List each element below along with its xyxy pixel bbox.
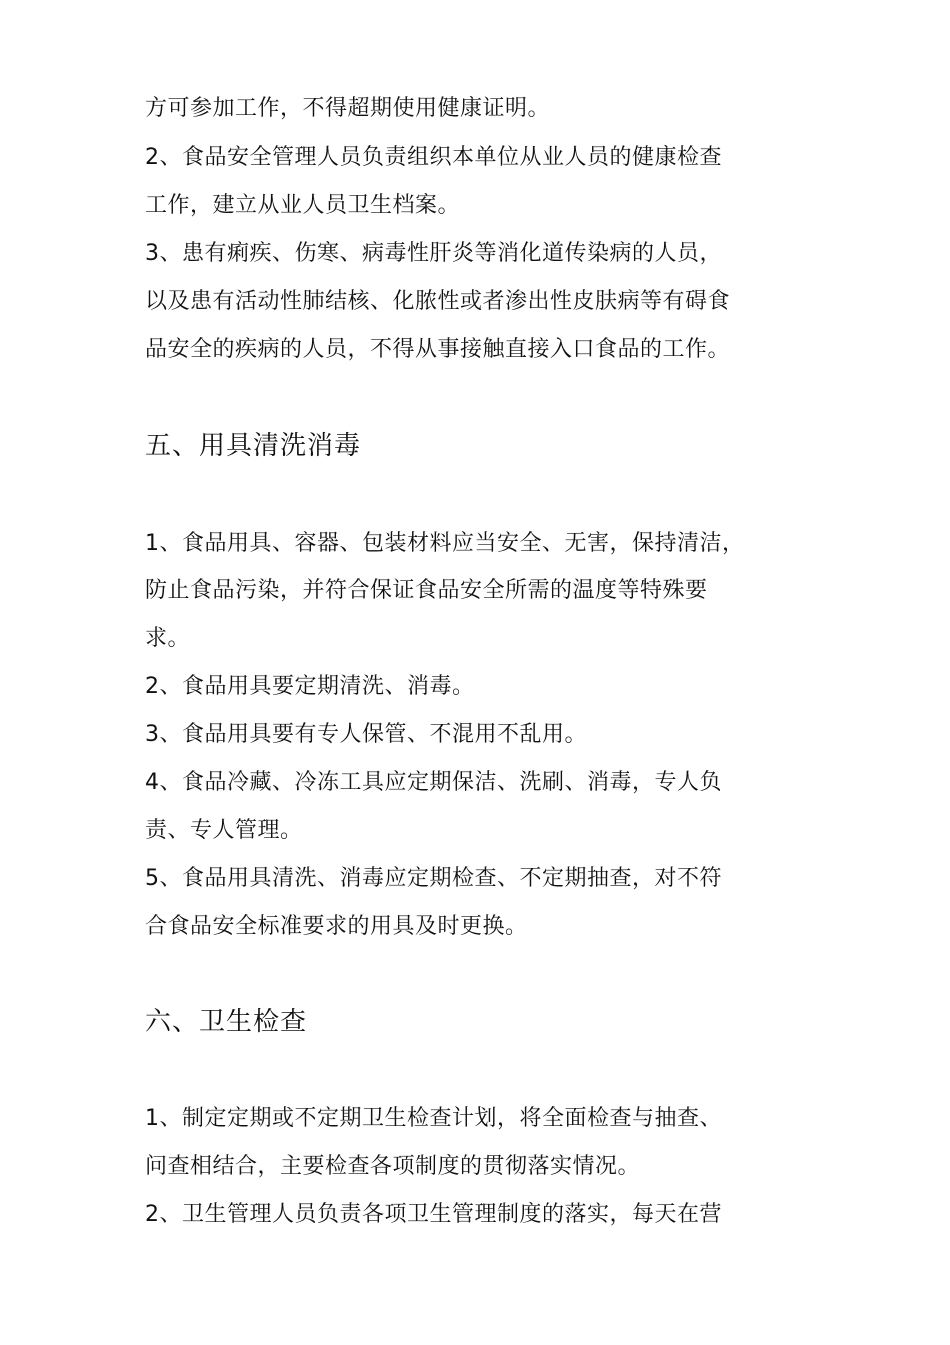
paragraph-line: 1、食品用具、容器、包装材料应当安全、无害，保持清洁， xyxy=(145,531,745,556)
paragraph-line: 2、食品安全管理人员负责组织本单位从业人员的健康检查 xyxy=(145,145,722,170)
paragraph-line: 4、食品冷藏、冷冻工具应定期保洁、洗刷、消毒，专人负 xyxy=(145,770,722,795)
paragraph-line: 2、食品用具要定期清洗、消毒。 xyxy=(145,674,475,699)
paragraph-line: 防止食品污染，并符合保证食品安全所需的温度等特殊要 xyxy=(145,578,708,603)
paragraph-line: 求。 xyxy=(145,626,191,651)
paragraph-line: 3、食品用具要有专人保管、不混用不乱用。 xyxy=(145,722,587,747)
paragraph-line: 5、食品用具清洗、消毒应定期检查、不定期抽查，对不符 xyxy=(145,866,722,891)
paragraph-line: 责、专人管理。 xyxy=(145,818,303,843)
paragraph-line: 工作，建立从业人员卫生档案。 xyxy=(145,193,461,218)
section-heading-6: 六、卫生检查 xyxy=(145,1007,308,1037)
paragraph-line: 2、卫生管理人员负责各项卫生管理制度的落实，每天在营 xyxy=(145,1202,722,1227)
paragraph-line: 1、制定定期或不定期卫生检查计划，将全面检查与抽查、 xyxy=(145,1106,722,1131)
paragraph-line: 问查相结合，主要检查各项制度的贯彻落实情况。 xyxy=(145,1154,641,1179)
paragraph-line: 品安全的疾病的人员，不得从事接触直接入口食品的工作。 xyxy=(145,337,731,362)
section-heading-5: 五、用具清洗消毒 xyxy=(145,431,362,461)
paragraph-line: 合食品安全标准要求的用具及时更换。 xyxy=(145,914,528,939)
paragraph-line: 以及患有活动性肺结核、化脓性或者渗出性皮肤病等有碍食 xyxy=(145,289,731,314)
paragraph-line: 方可参加工作，不得超期使用健康证明。 xyxy=(145,96,551,121)
paragraph-line: 3、患有痢疾、伤寒、病毒性肝炎等消化道传染病的人员， xyxy=(145,241,722,266)
